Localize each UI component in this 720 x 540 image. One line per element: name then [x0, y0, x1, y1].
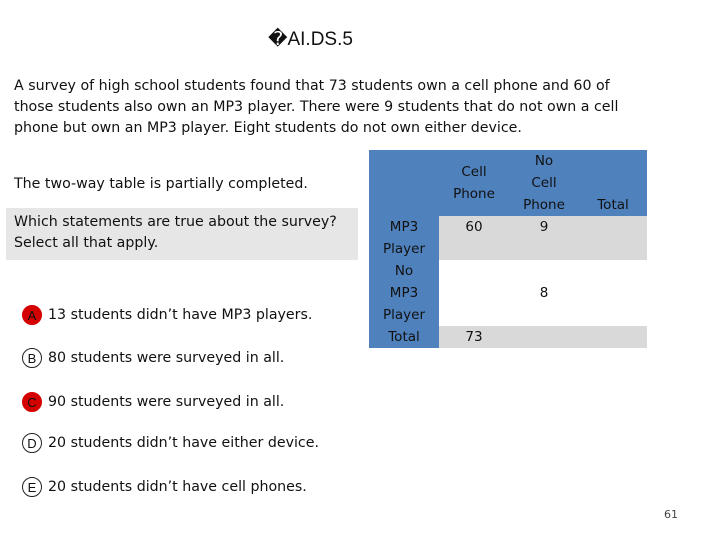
- option-d-label: 20 students didn’t have either device.: [48, 435, 319, 451]
- option-a[interactable]: [22, 304, 312, 326]
- slide-title: �AI.DS.5: [268, 29, 353, 50]
- option-b[interactable]: [22, 347, 284, 369]
- row-header-no-mp3: No MP3 Player: [369, 260, 439, 326]
- corner-cell: [369, 150, 439, 216]
- cell-total-cell: 73: [439, 326, 509, 348]
- question-line: Select all that apply.: [14, 235, 159, 251]
- option-a-bubble[interactable]: A: [22, 305, 42, 325]
- cell-nomp3-nocell: 8: [509, 260, 579, 326]
- option-e-bubble[interactable]: E: [22, 477, 42, 497]
- cell-nomp3-cell: [439, 260, 509, 326]
- header-cell-phone: Cell Phone: [439, 150, 509, 216]
- row-header-total: Total: [369, 326, 439, 348]
- option-b-bubble[interactable]: B: [22, 348, 42, 368]
- option-b-label: 80 students were surveyed in all.: [48, 350, 285, 366]
- option-d-bubble[interactable]: D: [22, 433, 42, 453]
- cell-mp3-cell: 60: [439, 216, 509, 260]
- header-total: Total: [579, 150, 647, 216]
- page-number: 61: [664, 508, 678, 521]
- cell-nomp3-total: [579, 260, 647, 326]
- problem-line: phone but own an MP3 player. Eight students do not own either device.: [14, 120, 522, 136]
- option-a-label: 13 students didn’t have MP3 players.: [48, 307, 313, 323]
- option-d[interactable]: [22, 432, 319, 454]
- option-c-label: 90 students were surveyed in all.: [48, 394, 285, 410]
- table-intro: The two-way table is partially completed.: [14, 176, 308, 192]
- cell-total-nocell: [509, 326, 579, 348]
- question-box: [6, 208, 358, 260]
- row-header-mp3: MP3 Player: [369, 216, 439, 260]
- problem-line: those students also own an MP3 player. There were 9 students that do not own a cell: [14, 99, 619, 115]
- problem-statement: [14, 76, 714, 139]
- option-c[interactable]: [22, 391, 284, 413]
- option-e[interactable]: [22, 476, 307, 498]
- cell-mp3-nocell: 9: [509, 216, 579, 260]
- problem-line: A survey of high school students found that 73 students own a cell phone and 60 of: [14, 78, 610, 94]
- cell-total-total: [579, 326, 647, 348]
- option-e-label: 20 students didn’t have cell phones.: [48, 479, 307, 495]
- header-no-cell-phone: No Cell Phone: [509, 150, 579, 216]
- option-c-bubble[interactable]: C: [22, 392, 42, 412]
- question-line: Which statements are true about the survey?: [14, 214, 337, 230]
- cell-mp3-total: [579, 216, 647, 260]
- two-way-table: [369, 150, 647, 348]
